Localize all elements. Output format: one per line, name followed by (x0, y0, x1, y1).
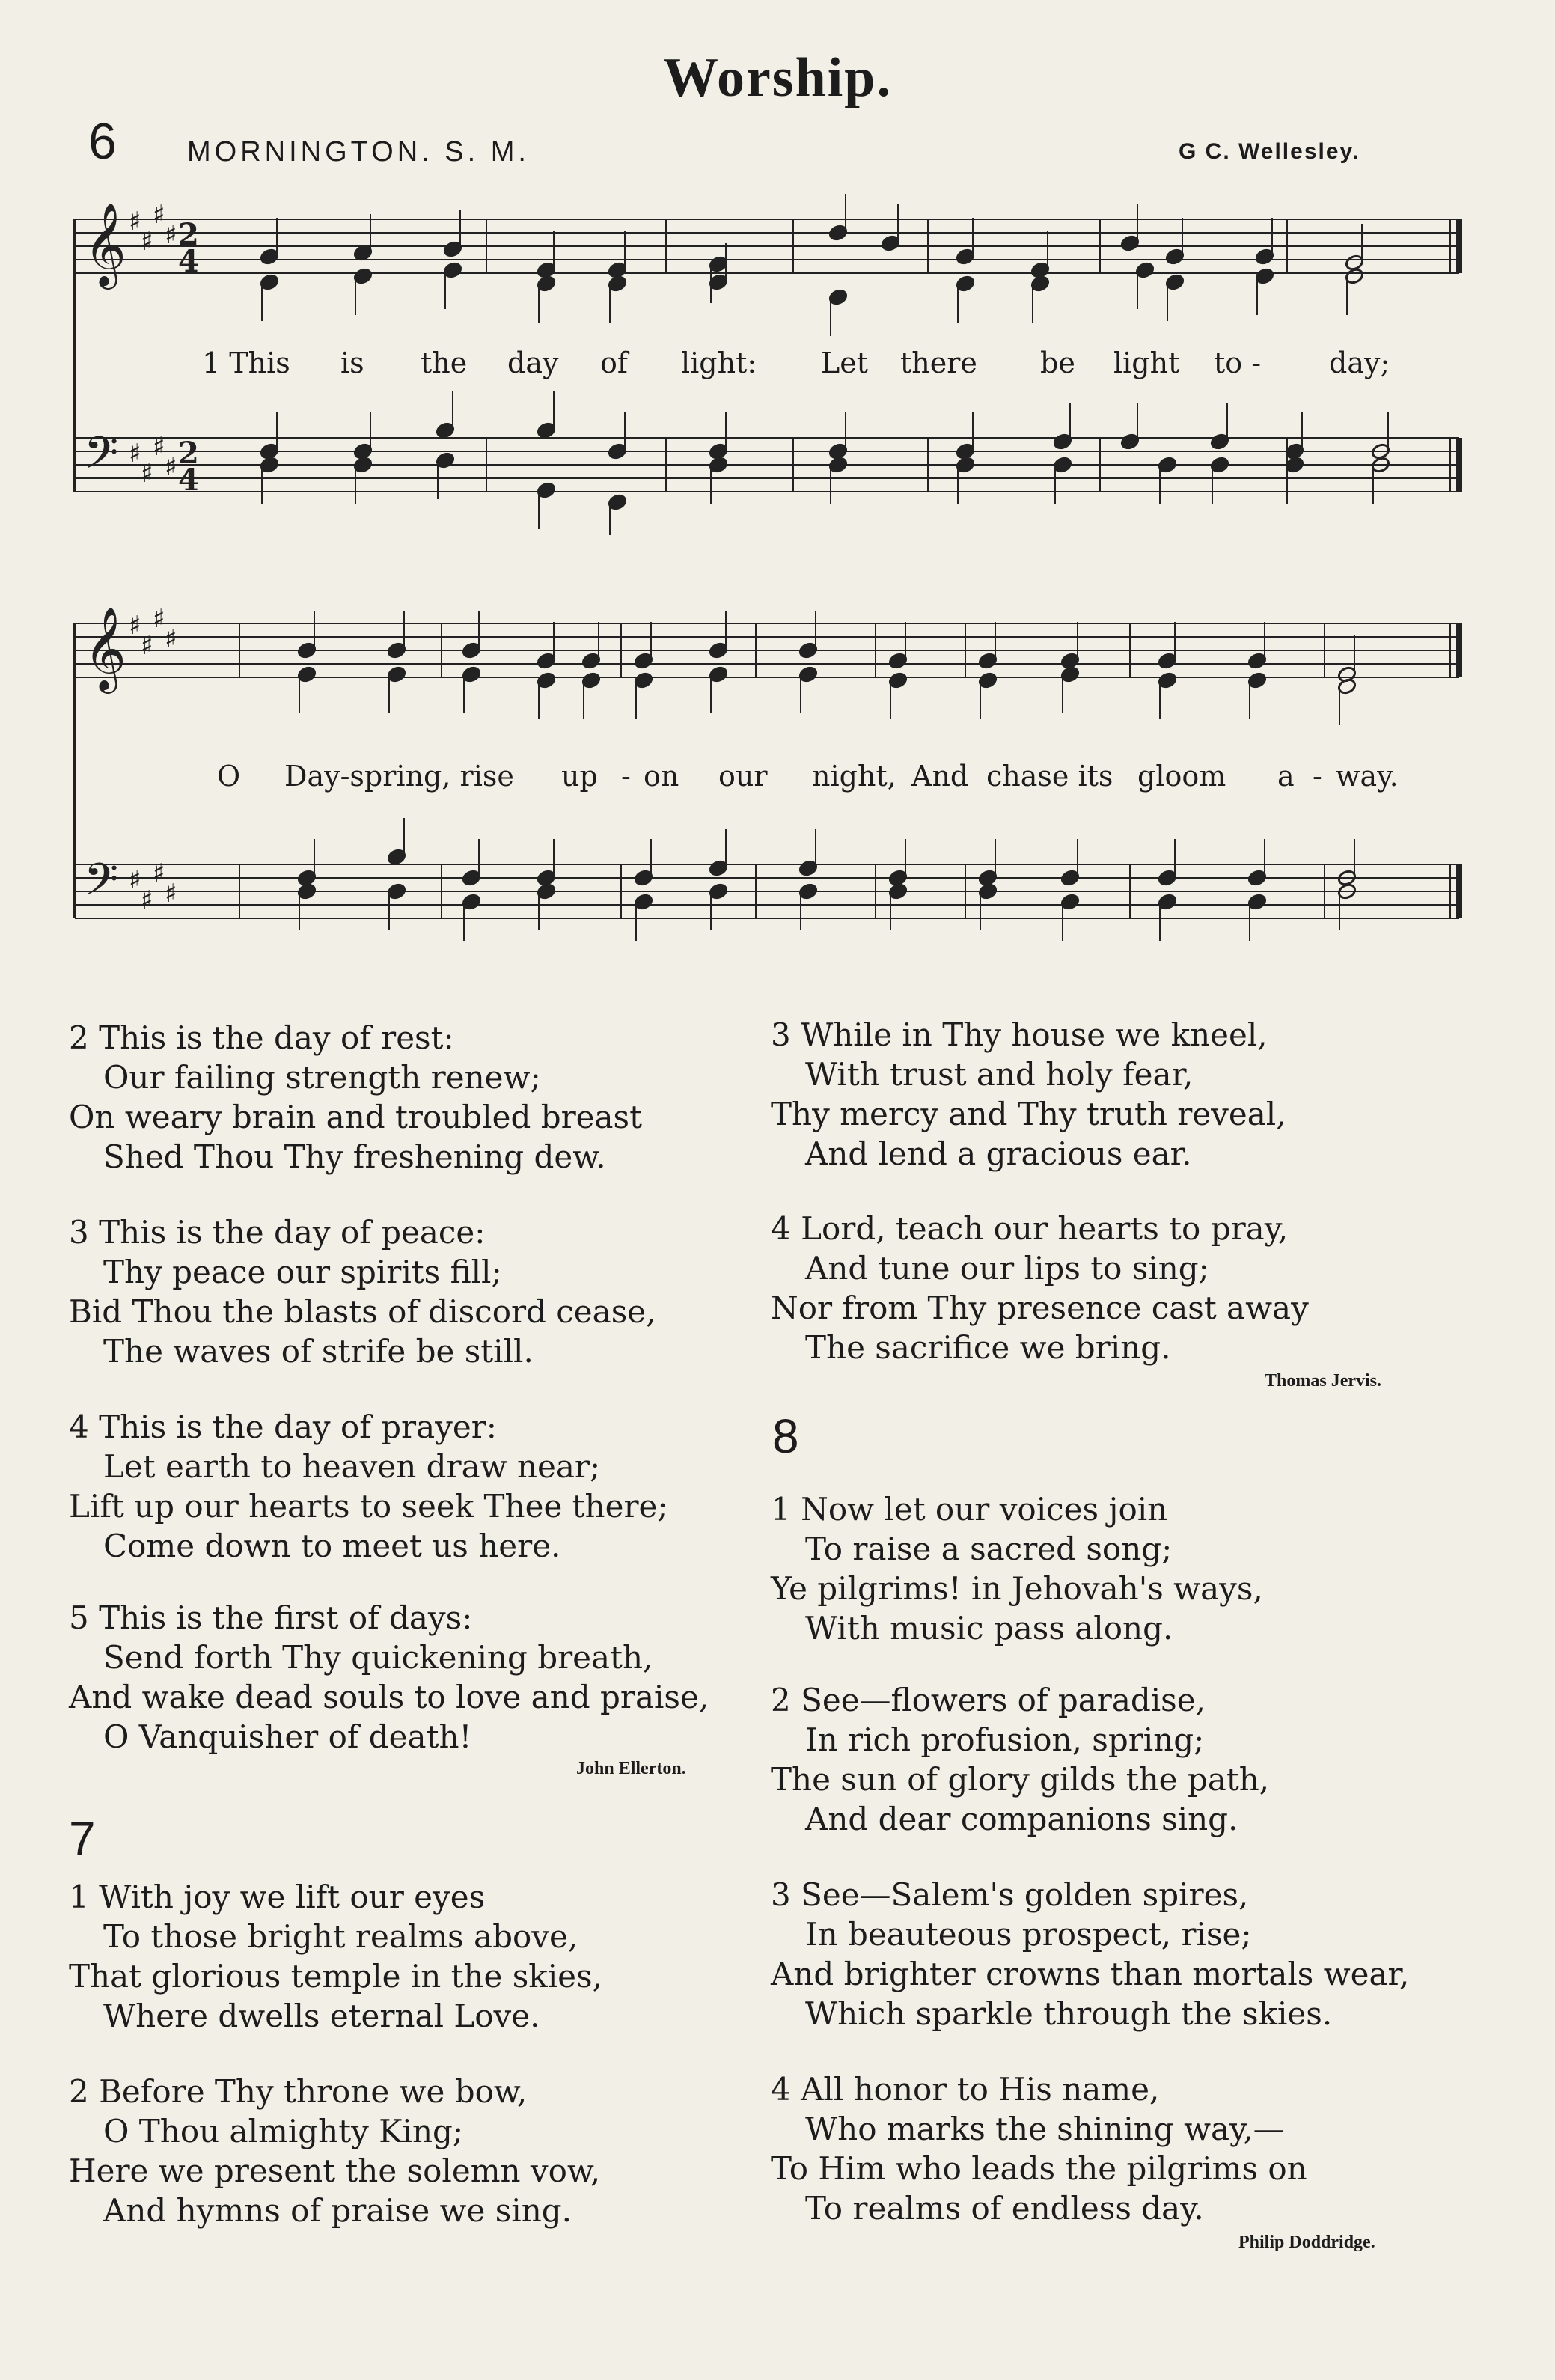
stanza-line: Where dwells eternal Love. (103, 1998, 540, 2034)
lyric-syllable: - (1313, 760, 1322, 793)
sharp-icon: ♯ (165, 452, 177, 482)
stanza-line: Here we present the solemn vow, (69, 2152, 601, 2189)
lyric-syllable: O (217, 760, 241, 793)
hymn7-stanza-1 (69, 1877, 602, 2036)
treble-clef-icon: 𝄞 (84, 202, 126, 286)
hymn6-stanza-3 (69, 1212, 656, 1371)
stanza-line: Which sparkle through the skies. (805, 1995, 1333, 2032)
hymn8-stanza-3 (771, 1875, 1409, 2033)
hymn7-author: Thomas Jervis. (1265, 1371, 1381, 1391)
stanza-line: With music pass along. (805, 1610, 1173, 1647)
stanza-line: 1 Now let our voices join (771, 1491, 1168, 1528)
stanza-line: 4 Lord, teach our hearts to pray, (771, 1210, 1289, 1247)
stanza-line: And wake dead souls to love and praise, (69, 1679, 709, 1715)
lyric-syllable: day (507, 347, 559, 379)
lyric-syllable: a (1277, 760, 1295, 793)
sharp-icon: ♯ (129, 611, 141, 641)
lyric-syllable: is (340, 347, 364, 379)
stanza-line: Come down to meet us here. (103, 1528, 561, 1564)
music-system-2 (67, 602, 1459, 954)
stanza-line: Bid Thou the blasts of discord cease, (69, 1293, 656, 1330)
lyric-syllable: of (600, 347, 628, 379)
hymn8-stanza-2 (771, 1680, 1269, 1839)
lyric-syllable: our (718, 760, 768, 793)
sharp-icon: ♯ (153, 858, 165, 888)
lyric-syllable: the (421, 347, 468, 379)
hymn6-author: John Ellerton. (576, 1759, 686, 1778)
stanza-line: O Vanquisher of death! (103, 1718, 472, 1755)
sharp-icon: ♯ (141, 227, 153, 257)
stanza-line: To Him who leads the pilgrims on (771, 2150, 1307, 2187)
stanza-line: To realms of endless day. (805, 2190, 1204, 2227)
sharp-icon: ♯ (129, 207, 141, 237)
sharp-icon: ♯ (165, 220, 177, 250)
sharp-icon: ♯ (129, 865, 141, 895)
lyric-syllable: And (911, 760, 969, 793)
sharp-icon: ♯ (141, 631, 153, 661)
lyric-syllable: there (900, 347, 977, 379)
page-title: Worship. (663, 47, 892, 109)
lyric-syllable: on (644, 760, 679, 793)
lyric-syllable: to - (1214, 347, 1262, 379)
hymn8-author: Philip Doddridge. (1238, 2233, 1375, 2252)
stanza-line: To those bright realms above, (103, 1918, 578, 1955)
stanza-line: Let earth to heaven draw near; (103, 1448, 601, 1485)
sharp-icon: ♯ (153, 604, 165, 634)
stanza-line: Send forth Thy quickening breath, (103, 1639, 653, 1676)
stanza-line: With trust and holy fear, (805, 1056, 1194, 1093)
stanza-line: 5 This is the first of days: (69, 1599, 473, 1636)
sharp-icon: ♯ (141, 885, 153, 915)
stanza-line: And hymns of praise we sing. (103, 2192, 572, 2229)
time-signature-top: 2 (178, 436, 199, 471)
lyric-syllable: way. (1336, 760, 1399, 793)
time-signature-top: 2 (178, 217, 199, 252)
lyric-syllable: light: (681, 347, 757, 379)
stanza-line: 2 This is the day of rest: (69, 1019, 454, 1056)
hymn7-stanza-4 (771, 1209, 1309, 1367)
stanza-line: 2 See—flowers of paradise, (771, 1682, 1206, 1718)
lyric-syllable: night, (812, 760, 896, 793)
stanza-line: 4 All honor to His name, (771, 2071, 1160, 2108)
lyric-syllable: up (561, 760, 598, 793)
stanza-line: Who marks the shining way,— (805, 2111, 1285, 2147)
sharp-icon: ♯ (141, 459, 153, 489)
hymn7-stanza-3 (771, 1015, 1286, 1174)
music-system-1 (67, 191, 1459, 535)
stanza-line: On weary brain and troubled breast (69, 1099, 642, 1135)
hymn6-stanza-2 (69, 1018, 642, 1177)
stanza-line: Thy peace our spirits fill; (103, 1254, 502, 1290)
sharp-icon: ♯ (165, 624, 177, 654)
bass-clef-icon: 𝄢 (84, 853, 119, 916)
stanza-line: The sun of glory gilds the path, (771, 1761, 1270, 1798)
stanza-line: That glorious temple in the skies, (69, 1958, 602, 1995)
stanza-line: The sacrifice we bring. (805, 1329, 1171, 1366)
stanza-line: And brighter crowns than mortals wear, (771, 1956, 1410, 1992)
sharp-icon: ♯ (165, 879, 177, 909)
hymn8-stanza-4 (771, 2069, 1307, 2228)
lyric-syllable: - (621, 760, 631, 793)
hymn8-number: 8 (772, 1409, 799, 1463)
hymn7-number: 7 (69, 1812, 96, 1866)
lyric-syllable: day; (1329, 347, 1390, 379)
stanza-line: Our failing strength renew; (103, 1059, 541, 1096)
stanza-line: 1 With joy we lift our eyes (69, 1879, 486, 1915)
sharp-icon: ♯ (153, 200, 165, 230)
lyric-syllable: Let (821, 347, 868, 379)
sharp-icon: ♯ (153, 432, 165, 462)
lyric-syllable: Day-spring, rise (284, 760, 514, 793)
stanza-line: 3 See—Salem's golden spires, (771, 1876, 1249, 1913)
lyric-syllable: chase its (986, 760, 1113, 793)
hymn6-stanza-5 (69, 1598, 709, 1757)
lyric-syllable: 1 This (202, 347, 290, 379)
hymn8-stanza-1 (771, 1489, 1263, 1648)
stanza-line: In rich profusion, spring; (805, 1721, 1205, 1758)
stanza-line: And dear companions sing. (805, 1801, 1238, 1837)
stanza-line: O Thou almighty King; (103, 2113, 464, 2149)
stanza-line: 3 While in Thy house we kneel, (771, 1016, 1268, 1053)
composer-credit: G C. Wellesley. (1179, 139, 1360, 164)
stanza-line: 2 Before Thy throne we bow, (69, 2073, 528, 2110)
tune-name: MORNINGTON. S. M. (187, 136, 530, 168)
stanza-line: And tune our lips to sing; (805, 1250, 1209, 1287)
lyric-syllable: light (1113, 347, 1180, 379)
stanza-line: Ye pilgrims! in Jehovah's ways, (771, 1570, 1263, 1607)
stanza-line: In beauteous prospect, rise; (805, 1916, 1252, 1953)
hymn7-stanza-2 (69, 2072, 600, 2230)
treble-clef-icon: 𝄞 (84, 606, 126, 690)
hymn-number: 6 (88, 113, 117, 170)
stanza-line: The waves of strife be still. (103, 1333, 534, 1370)
bass-clef-icon: 𝄢 (84, 427, 119, 489)
stanza-line: 3 This is the day of peace: (69, 1214, 486, 1251)
stanza-line: Thy mercy and Thy truth reveal, (771, 1096, 1286, 1132)
stanza-line: Shed Thou Thy freshening dew. (103, 1138, 606, 1175)
stanza-line: 4 This is the day of prayer: (69, 1409, 497, 1445)
time-signature-bottom: 4 (178, 463, 199, 498)
stanza-line: Lift up our hearts to seek Thee there; (69, 1488, 668, 1525)
hymn6-stanza-4 (69, 1407, 668, 1566)
lyric-syllable: gloom (1137, 760, 1226, 793)
stanza-line: And lend a gracious ear. (805, 1135, 1192, 1172)
stanza-line: Nor from Thy presence cast away (771, 1290, 1309, 1326)
time-signature-bottom: 4 (178, 244, 199, 279)
stanza-line: To raise a sacred song; (805, 1531, 1173, 1567)
sharp-icon: ♯ (129, 439, 141, 469)
lyric-syllable: be (1040, 347, 1075, 379)
